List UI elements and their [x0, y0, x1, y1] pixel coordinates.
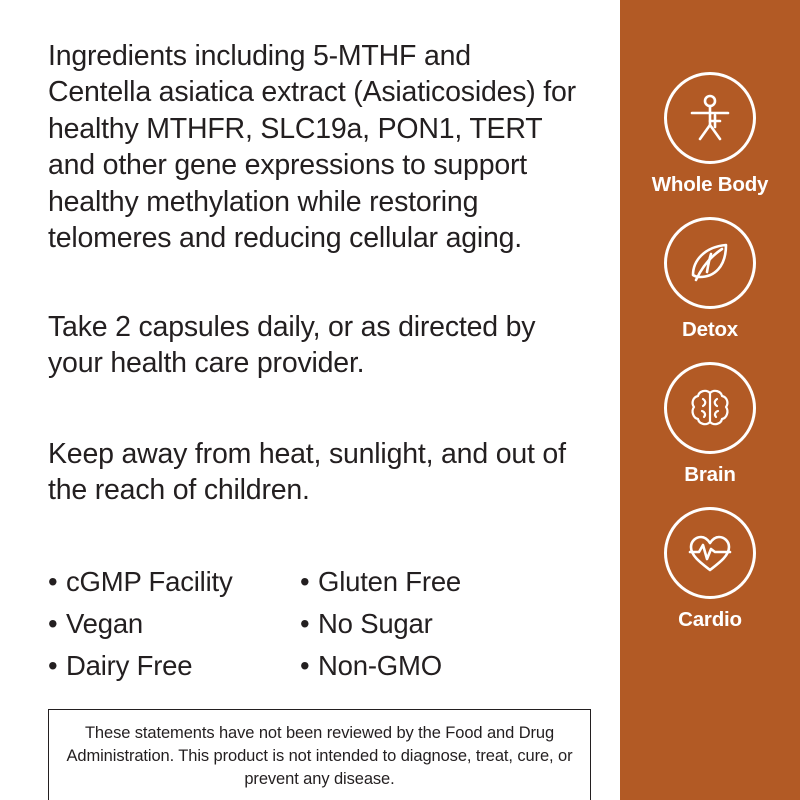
feature-bullet-list: [48, 563, 580, 685]
ingredients-paragraph: Ingredients including 5-MTHF and Centella asiatica extract (Asiaticosides) for healthy MTHFR, SLC19a, PON1, TERT and other gene expressions to support healthy methylation while restoring telomeres and reducing cellular aging.: [48, 40, 576, 255]
list-item-label: Dairy Free: [66, 649, 193, 681]
list-item-label: Vegan: [66, 607, 144, 639]
whole-body-icon: [682, 90, 738, 146]
list-item: [48, 647, 300, 685]
benefit-whole-body: [620, 72, 800, 207]
benefit-label: Brain: [684, 463, 736, 486]
brain-icon: [682, 380, 738, 436]
bullet-column-right: [300, 563, 550, 685]
benefit-detox: [620, 217, 800, 352]
benefit-label: Cardio: [678, 608, 742, 631]
bullet-marker-icon: •: [48, 565, 58, 597]
list-item-label: Non-GMO: [318, 649, 442, 681]
leaf-icon: [682, 235, 738, 291]
list-item: [48, 605, 300, 643]
list-item-label: cGMP Facility: [66, 565, 233, 597]
bullet-marker-icon: •: [300, 607, 310, 639]
directions-paragraph: Take 2 capsules daily, or as directed by your health care provider.: [48, 310, 536, 380]
benefit-cardio: [620, 507, 800, 642]
list-item: [300, 563, 550, 601]
benefits-sidebar: [620, 0, 800, 800]
bullet-marker-icon: •: [300, 565, 310, 597]
benefit-icon-ring: [664, 507, 756, 599]
benefit-icon-ring: [664, 217, 756, 309]
benefit-label: Detox: [682, 318, 738, 341]
bullet-column-left: [48, 563, 300, 685]
heart-pulse-icon: [681, 524, 739, 582]
benefit-brain: [620, 362, 800, 497]
storage-paragraph: Keep away from heat, sunlight, and out of the reach of children.: [48, 437, 566, 507]
bullet-marker-icon: •: [48, 649, 58, 681]
list-item: [300, 647, 550, 685]
list-item-label: Gluten Free: [318, 565, 462, 597]
benefit-label: Whole Body: [651, 173, 769, 196]
list-item: [48, 563, 300, 601]
list-item: [300, 605, 550, 643]
fda-disclaimer-box: [48, 709, 591, 800]
list-item-label: No Sugar: [318, 607, 433, 639]
bullet-marker-icon: •: [48, 607, 58, 639]
benefit-icon-ring: [664, 72, 756, 164]
fda-disclaimer-text: These statements have not been reviewed by the Food and Drug Administration. This product is not intended to diagnose, treat, cure, or prevent any disease.: [66, 723, 573, 789]
benefit-icon-ring: [664, 362, 756, 454]
bullet-marker-icon: •: [300, 649, 310, 681]
